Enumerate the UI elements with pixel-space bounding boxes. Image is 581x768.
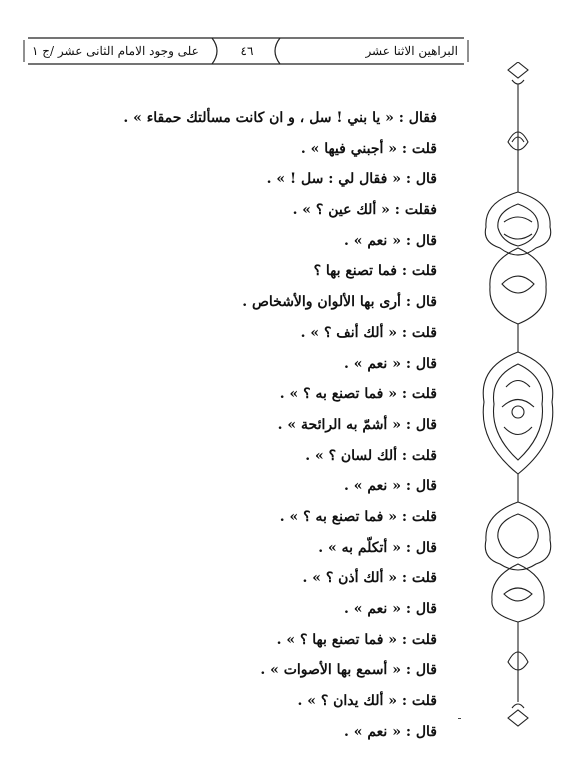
book-title: البراهين الاثنا عشر xyxy=(365,44,458,58)
decorative-border-ornament xyxy=(478,62,558,742)
dialogue-text xyxy=(107,103,437,747)
text-line: قال : « نعم » . xyxy=(343,723,437,740)
text-line: قال : « نعم » . xyxy=(343,478,437,495)
text-line: قلت : « أجبني فيها » . xyxy=(300,140,437,157)
text-line: قال : « فقال لي : سل ! » . xyxy=(266,171,437,188)
text-line: قال : « أتكلّم به » . xyxy=(318,539,437,556)
text-line: قلت : ألك لسان ؟ » . xyxy=(305,447,437,464)
text-line: قلت : « ألك يدان ؟ » . xyxy=(297,693,437,710)
text-line: قلت : فما تصنع بها ؟ xyxy=(313,263,437,280)
text-line: قال : « نعم » . xyxy=(343,355,437,372)
text-line: قلت : « ألك أنف ؟ » . xyxy=(300,324,437,341)
text-line: قلت : « فما تصنع به ؟ » . xyxy=(279,508,437,525)
page-number: ٤٦ xyxy=(240,44,254,58)
section-title: على وجود الامام الثانى عشر /ج ١ xyxy=(32,44,199,58)
page-mark xyxy=(458,718,461,719)
text-line: فقلت : « ألك عين ؟ » . xyxy=(292,202,437,219)
text-line: قال : « نعم » . xyxy=(343,601,437,617)
text-line: قال : « أشمّ به الرائحة » . xyxy=(277,416,437,433)
running-header xyxy=(22,36,470,66)
text-line: قال : أرى بها الألوان والأشخاص . xyxy=(242,294,437,311)
text-line: قال : « نعم » . xyxy=(343,232,437,249)
text-line: قال : « أسمع بها الأصوات » . xyxy=(260,662,437,679)
text-line: قلت : « فما تصنع بها ؟ » . xyxy=(276,631,437,648)
text-line: فقال : « يا بني ! سل ، و ان كانت مسألتك حمقاء » . xyxy=(123,110,437,126)
text-line: قلت : « فما تصنع به ؟ » . xyxy=(279,386,437,403)
text-line: قلت : « ألك أذن ؟ » . xyxy=(302,570,437,587)
